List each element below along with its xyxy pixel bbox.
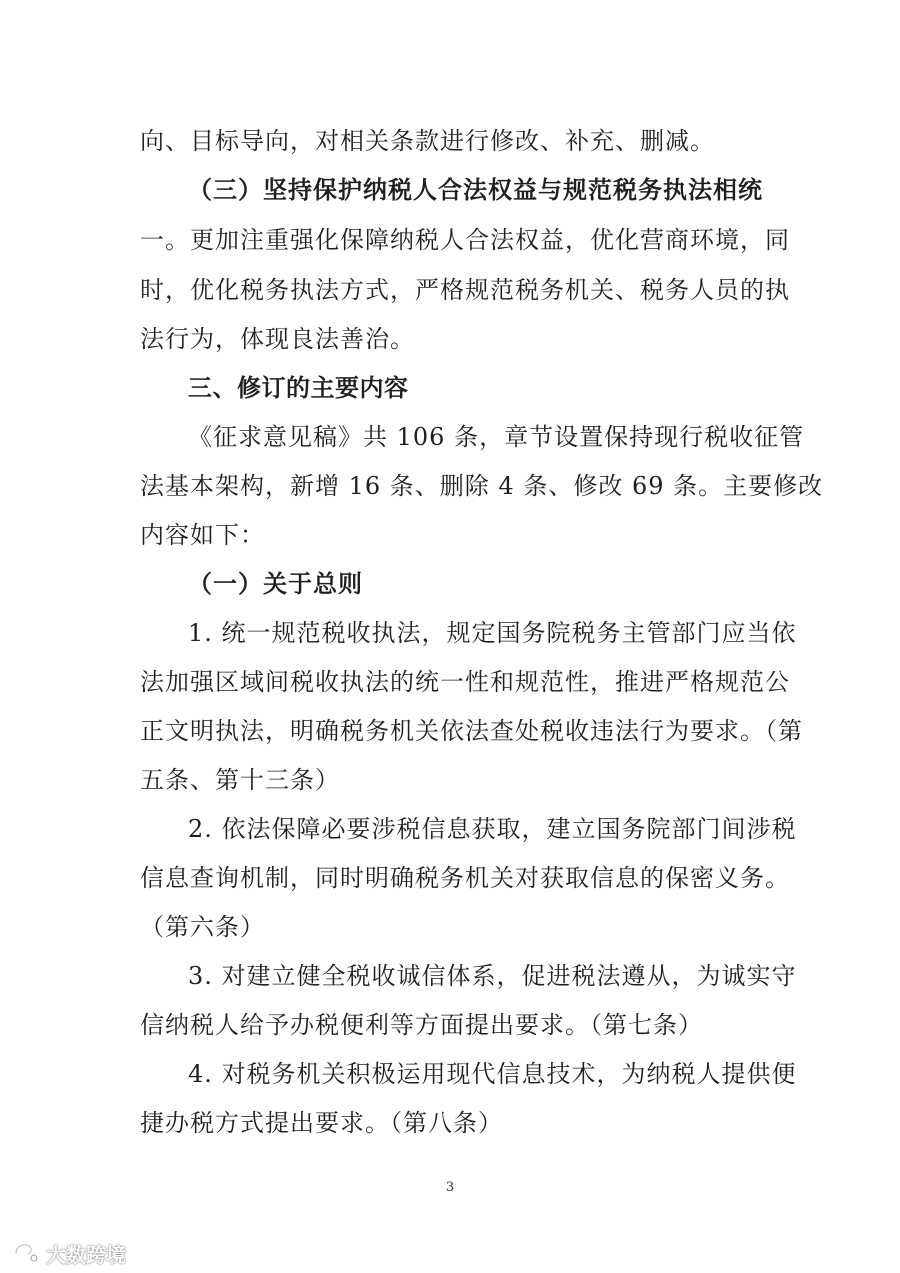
list-item-line: （第六条） [140, 913, 265, 941]
list-item-line: 正文明执法，明确税务机关依法查处税收违法行为要求。（第 [140, 717, 803, 745]
list-item-line: 信息查询机制，同时明确税务机关对获取信息的保密义务。 [140, 864, 790, 892]
watermark-text: 大数跨境 [46, 1242, 126, 1267]
paragraph-line: 《征求意见稿》共 106 条，章节设置保持现行税收征管 [188, 423, 805, 451]
watermark-logo-icon [10, 1240, 40, 1266]
paragraph-line: 时，优化税务执法方式，严格规范税务机关、税务人员的执 [140, 276, 790, 304]
section-heading: （一）关于总则 [188, 570, 363, 598]
paragraph-line: 法基本架构，新增 16 条、删除 4 条、修改 69 条。主要修改 [140, 472, 824, 500]
paragraph-line: 一。更加注重强化保障纳税人合法权益，优化营商环境，同 [140, 226, 790, 254]
list-item-line: 3. 对建立健全税收诚信体系，促进税法遵从，为诚实守 [188, 962, 797, 990]
paragraph-line: 法行为，体现良法善治。 [140, 325, 415, 353]
paragraph-line: 向、目标导向，对相关条款进行修改、补充、删减。 [140, 127, 715, 155]
list-item-line: 4. 对税务机关积极运用现代信息技术，为纳税人提供便 [188, 1060, 797, 1088]
list-item-line: 法加强区域间税收执法的统一性和规范性，推进严格规范公 [140, 668, 790, 696]
list-item-line: 2. 依法保障必要涉税信息获取，建立国务院部门间涉税 [188, 815, 797, 843]
section-heading: （三）坚持保护纳税人合法权益与规范税务执法相统 [188, 176, 763, 204]
watermark [10, 1238, 126, 1268]
list-item-line: 信纳税人给予办税便利等方面提出要求。（第七条） [140, 1011, 703, 1039]
paragraph-line: 内容如下： [140, 521, 265, 549]
list-item-line: 1. 统一规范税收执法，规定国务院税务主管部门应当依 [188, 619, 797, 647]
page-number: 3 [445, 1180, 455, 1195]
list-item-line: 五条、第十三条） [140, 766, 340, 794]
chapter-heading: 三、修订的主要内容 [188, 374, 409, 402]
list-item-line: 捷办税方式提出要求。（第八条） [140, 1109, 503, 1137]
